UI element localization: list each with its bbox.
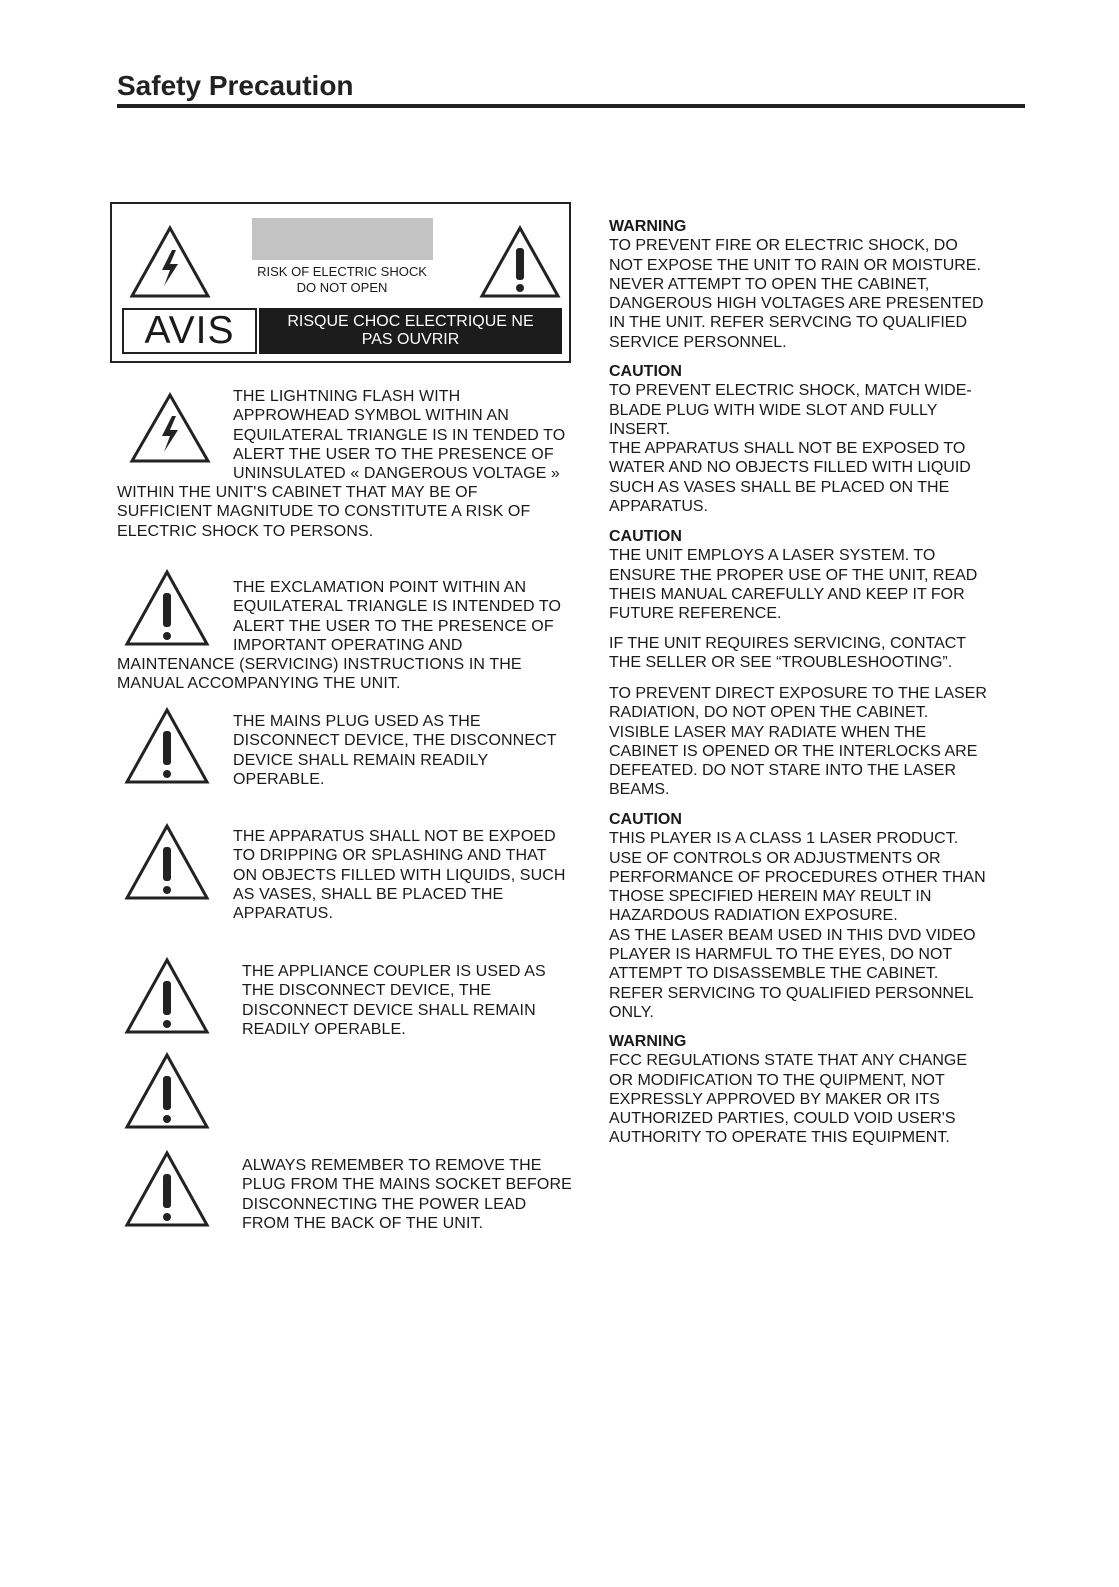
laser-exposure-block: [609, 684, 987, 800]
caution-block-plug: [609, 362, 972, 516]
exclamation-explanation-cont: MAINTENANCE (SERVICING) INSTRUCTIONS IN THE MANUAL ACCOMPANYING THE UNIT.: [117, 656, 522, 693]
block-heading: CAUTION: [609, 363, 682, 380]
block-heading: CAUTION: [609, 811, 682, 828]
block-body: THE UNIT EMPLOYS A LASER SYSTEM. TO ENSURE THE PROPER USE OF THE UNIT, READ THEIS MANUAL CAREFULLY AND KEEP IT FOR FUTURE REFERENCE.: [609, 547, 978, 623]
title-divider: [117, 104, 1025, 108]
exclamation-explanation: THE EXCLAMATION POINT WITHIN AN EQUILATERAL TRIANGLE IS INTENDED TO ALERT THE USER TO THE PRESENCE OF IMPORTANT OPERATING AND: [233, 579, 562, 654]
remove-plug-notice: ALWAYS REMEMBER TO REMOVE THE PLUG FROM THE MAINS SOCKET BEFORE DISCONNECTING THE POWER LEAD FROM THE BACK OF THE UNIT.: [242, 1157, 572, 1232]
block-body: TO PREVENT FIRE OR ELECTRIC SHOCK, DO NOT EXPOSE THE UNIT TO RAIN OR MOISTURE. NEVER ATTEMPT TO OPEN THE CABINET, DANGEROUS HIGH VOLTAGES ARE PRESENTED IN THE UNIT. REFER SERVCING TO QUALIFIED SERVICE PERSONNEL.: [609, 237, 984, 351]
block-body: THIS PLAYER IS A CLASS 1 LASER PRODUCT. USE OF CONTROLS OR ADJUSTMENTS OR PERFORMANCE OF PROCEDURES OTHER THAN THOSE SPECIFIED HEREIN MAY REULT IN HAZARDOUS RADIATION EXPOSURE. AS THE LASER BEAM USED IN THIS DVD VIDEO PLAYER IS HARMFUL TO THE EYES, DO NOT ATTEMPT TO DISASSEMBLE THE CABINET. REFER SERVICING TO QUALIFIED PERSONNEL ONLY.: [609, 830, 986, 1021]
block-body: TO PREVENT ELECTRIC SHOCK, MATCH WIDE- BLADE PLUG WITH WIDE SLOT AND FULLY INSERT. THE APPARATUS SHALL NOT BE EXPOSED TO WATER AND NO OBJECTS FILLED WITH LIQUID SUCH AS VASES SHALL BE PLACED ON THE APPARATUS.: [609, 382, 972, 516]
avis-french-text: RISQUE CHOC ELECTRIQUE NE PAS OUVRIR: [259, 308, 562, 354]
lightning-explanation: THE LIGHTNING FLASH WITH APPROWHEAD SYMBOL WITHIN AN EQUILATERAL TRIANGLE IS IN TENDED TO ALERT THE USER TO THE PRESENCE OF UNINSULATED « DANGEROUS VOLTAGE »: [233, 388, 566, 483]
lightning-explanation-cont: WITHIN THE UNIT'S CABINET THAT MAY BE OF SUFFICIENT MAGNITUDE TO CONSTITUTE A RISK OF ELECTRIC SHOCK TO PERSONS.: [117, 484, 531, 540]
label-gray-bar: [252, 218, 433, 260]
exclamation-triangle-icon: [124, 957, 210, 1035]
warning-block-fcc: [609, 1032, 967, 1148]
caution-block-laser: [609, 527, 977, 623]
caution-block-class1: [609, 810, 986, 1022]
page-title: Safety Precaution: [117, 70, 354, 101]
lightning-triangle-icon: [128, 392, 212, 464]
coupler-notice: THE APPLIANCE COUPLER IS USED AS THE DISCONNECT DEVICE, THE DISCONNECT DEVICE SHALL REMAIN READILY OPERABLE.: [242, 963, 546, 1038]
block-heading: WARNING: [609, 1033, 687, 1050]
shock-warning-label: [110, 202, 571, 363]
block-heading: CAUTION: [609, 528, 682, 545]
lightning-triangle-icon: [128, 224, 212, 300]
warning-block-rain: [609, 217, 984, 352]
block-body: TO PREVENT DIRECT EXPOSURE TO THE LASER RADIATION, DO NOT OPEN THE CABINET. VISIBLE LASER MAY RADIATE WHEN THE CABINET IS OPENED OR THE INTERLOCKS ARE DEFEATED. DO NOT STARE INTO THE LASER BEAMS.: [609, 685, 987, 799]
mains-plug-notice: THE MAINS PLUG USED AS THE DISCONNECT DEVICE, THE DISCONNECT DEVICE SHALL REMAIN READILY OPERABLE.: [233, 713, 557, 788]
exclamation-triangle-icon: [124, 823, 210, 901]
risk-of-shock-text: RISK OF ELECTRIC SHOCK DO NOT OPEN: [257, 264, 427, 295]
exclamation-triangle-icon: [124, 1052, 210, 1130]
exclamation-triangle-icon: [124, 707, 210, 785]
exclamation-triangle-icon: [478, 224, 562, 300]
servicing-block: [609, 634, 966, 673]
block-heading: WARNING: [609, 218, 687, 235]
dripping-notice: THE APPARATUS SHALL NOT BE EXPOED TO DRIPPING OR SPLASHING AND THAT ON OBJECTS FILLED WITH LIQUIDS, SUCH AS VASES, SHALL BE PLACED THE APPARATUS.: [233, 828, 566, 923]
block-body: IF THE UNIT REQUIRES SERVICING, CONTACT THE SELLER OR SEE “TROUBLESHOOTING”.: [609, 635, 967, 672]
exclamation-triangle-icon: [124, 1150, 210, 1228]
avis-box: AVIS: [122, 308, 257, 354]
exclamation-triangle-icon: [124, 569, 210, 647]
block-body: FCC REGULATIONS STATE THAT ANY CHANGE OR MODIFICATION TO THE QUIPMENT, NOT EXPRESSLY APPROVED BY MAKER OR ITS AUTHORIZED PARTIES, COULD VOID USER'S AUTHORITY TO OPERATE THIS EQUIPMENT.: [609, 1052, 967, 1147]
